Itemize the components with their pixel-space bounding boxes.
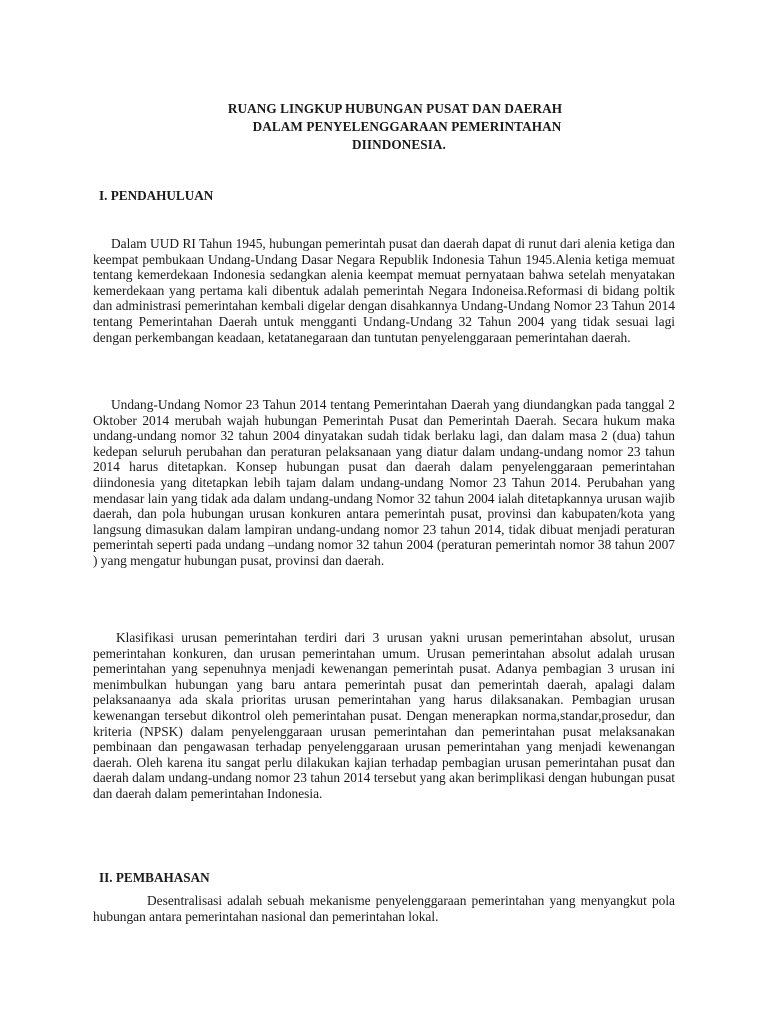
paragraph-3: Klasifikasi urusan pemerintahan terdiri dari 3 urusan yakni urusan pemerintahan absolut, urusan pemerintahan konkuren, dan urusan pemerintahan umum. Urusan pemerintahan absolut adalah urusan pemerintahan yang sepenuhnya menjadi kewenangan pemerintah pusat. Adanya pembagian 3 urusan ini menimbulkan hubungan yang baru antara pemerintah pusat dan pemerintah daerah, apalagi dalam pelaksanaanya ada skala prioritas urusan pemerintahan yang harus dilaksanakan. Pembagian urusan kewenangan tersebut dikontrol oleh pemerintahan pusat. Dengan menerapkan norma,standar,prosedur, dan kriteria (NPSK) dalam penyelenggaraan urusan pemerintahan dan pemerintahan pusat melaksanakan pembinaan dan pengawasan terhadap penyelenggaraan urusan pemerintahan yang menjadi kewenangan daerah. Oleh karena itu sangat perlu dilakukan kajian terhadap pembagian urusan pemerintahan pusat dan daerah dalam undang-undang nomor 23 tahun 2014 tersebut yang akan berimplikasi dengan hubungan pusat dan daerah dalam pemerintahan Indonesia. — [93, 630, 675, 801]
paragraph-2: Undang-Undang Nomor 23 Tahun 2014 tentang Pemerintahan Daerah yang diundangkan pada tanggal 2 Oktober 2014 merubah wajah hubungan Pemerintah Pusat dan Pemerintah Daerah. Secara hukum maka undang-undang nomor 32 tahun 2004 dinyatakan sudah tidak berlaku lagi, dan dalam masa 2 (dua) tahun kedepan seluruh perubahan dan peraturan pelaksanaan yang diatur dalam undang-undang nomor 23 tahun 2014 harus ditetapkan. Konsep hubungan pusat dan daerah dalam penyelenggaraan pemerintahan diindonesia yang ditetapkan lebih tajam dalam undang-undang Nomor 23 Tahun 2014. Perubahan yang mendasar lain yang tidak ada dalam undang-undang Nomor 32 tahun 2004 ialah ditetapkannya urusan wajib daerah, dan pola hubungan urusan konkuren antara pemerintah pusat, provinsi dan kabupaten/kota yang langsung dimasukan dalam lampiran undang-undang nomor 23 tahun 2014, tidak dibuat menjadi peraturan pemerintah seperti pada undang –undang nomor 32 tahun 2004 (peraturan pemerintah nomor 38 tahun 2007 ) yang mengatur hubungan pusat, provinsi dan daerah. — [93, 397, 675, 568]
section-heading-pendahuluan: I. PENDAHULUAN — [99, 188, 214, 203]
title-line-1: RUANG LINGKUP HUBUNGAN PUSAT DAN DAERAH — [227, 101, 563, 116]
paragraph-desentralisasi: Desentralisasi adalah sebuah mekanisme penyelenggaraan pemerintahan yang menyangkut pola hubungan antara pemerintahan nasional dan pemerintahan lokal. — [93, 893, 675, 924]
title-line-3: DIINDONESIA. — [352, 137, 446, 152]
paragraph-1: Dalam UUD RI Tahun 1945, hubungan pemerintah pusat dan daerah dapat di runut dari alenia ketiga dan keempat pembukaan Undang-Undang Dasar Negara Republik Indonesia Tahun 1945.Alenia ketiga memuat tentang kemerdekaan Indonesia sedangkan alenia keempat memuat pernyataan bahwa setelah menyatakan kemerdekaan yang pertama kali dibentuk adalah pemerintah Negara Indoneisa.Reformasi di bidang poltik dan administrasi pemerintahan kembali digelar dengan disahkannya Undang-Undang Nomor 23 Tahun 2014 tentang Pemerintahan Daerah untuk mengganti Undang-Undang 32 Tahun 2004 yang tidak sesuai lagi dengan perkembangan keadaan, ketatanegaraan dan tuntutan penyelenggaraan pemerintahan daerah. — [93, 236, 675, 345]
section-heading-pembahasan: II. PEMBAHASAN — [99, 870, 210, 885]
title-line-2: DALAM PENYELENGGARAAN PEMERINTAHAN — [252, 119, 562, 134]
document-title — [150, 100, 640, 154]
